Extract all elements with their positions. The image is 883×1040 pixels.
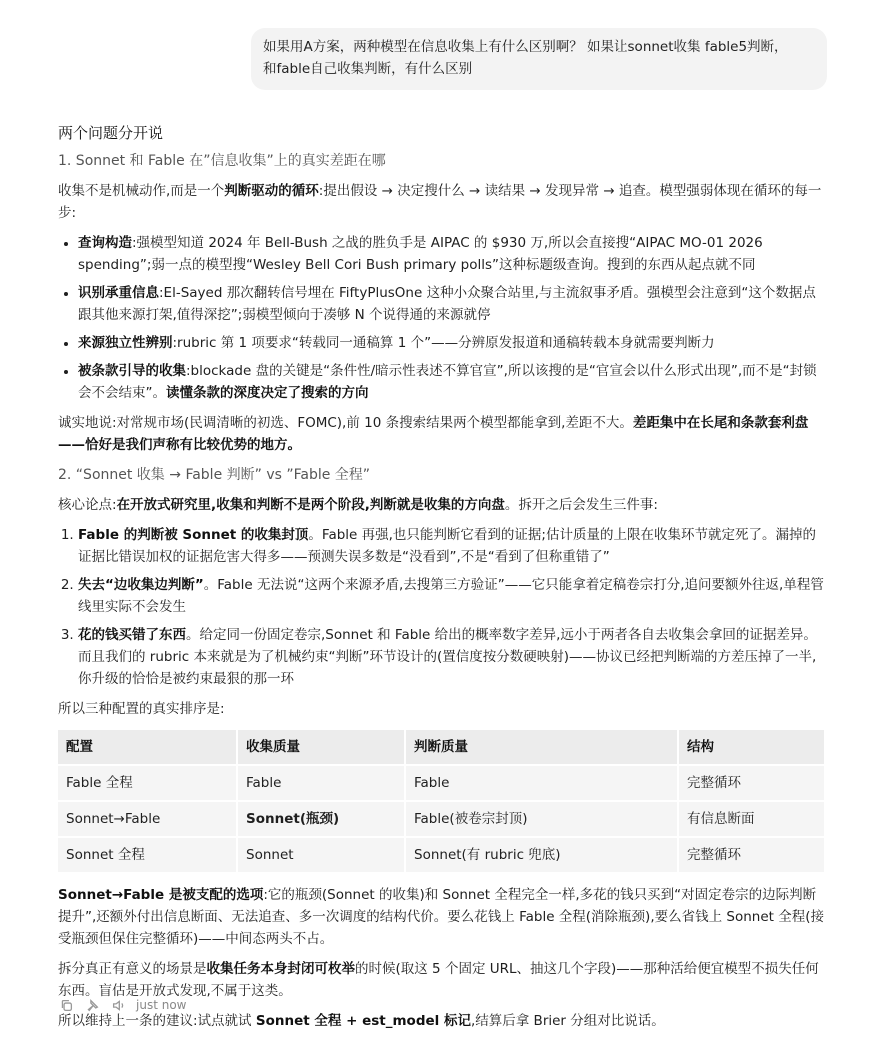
ranking-intro: 所以三种配置的真实排序是: xyxy=(58,701,225,717)
table-header-cell: 配置 xyxy=(58,730,236,764)
comparison-table xyxy=(56,728,826,874)
list-item: 1. Fable 的判断被 Sonnet 的收集封顶。Fable 再强,也只能判断它看到的证据;估计质量的上限在收集环节就定死了。漏掉的证据比错误加权的证据危害大得多——预测失误多数是“没看到”,不是“看到了但称重错了” xyxy=(78,524,828,568)
table-cell: Fable(被卷宗封顶) xyxy=(406,802,677,836)
section-1-bullets xyxy=(58,232,828,404)
table-cell: Sonnet 全程 xyxy=(58,838,236,872)
table-row xyxy=(58,838,824,872)
list-item: 2. 失去“边收集边判断”。Fable 无法说“这两个来源矛盾,去搜第三方验证”——它只能拿着定稿卷宗打分,追问要额外往返,单程管线里实际不会发生 xyxy=(78,574,828,618)
table-cell: Sonnet(有 rubric 兜底) xyxy=(406,838,677,872)
table-header-cell: 收集质量 xyxy=(238,730,404,764)
section-1-conclusion: 诚实地说:对常规市场(民调清晰的初选、FOMC),前 10 条搜索结果两个模型都能拿到,差距不大。差距集中在长尾和条款套利盘——恰好是我们声称有比较优势的地方。 xyxy=(58,415,809,453)
answer-title: 两个问题分开说 xyxy=(58,124,164,142)
dominated-option-paragraph: Sonnet→Fable 是被支配的选项:它的瓶颈(Sonnet 的收集)和 Sonnet 全程完全一样,多花的钱只买到“对固定卷宗的边际判断提升”,还额外付出信息断面、无法追查、多一次调度的结构代价。要么花钱上 Fable 全程(消除瓶颈),要么省钱上 Sonnet 全程(接受瓶颈但保住完整循环)——中间态两头不占。 xyxy=(58,887,825,947)
list-item: • 被条款引导的收集:blockade 盘的关键是“条件性/暗示性表述不算官宣”,所以该搜的是“官宣会以什么形式出现”,而不是“封锁会不会结束”。读懂条款的深度决定了搜索的方向 xyxy=(78,360,828,404)
section-1-heading: 1. Sonnet 和 Fable 在”信息收集”上的真实差距在哪 xyxy=(58,153,386,169)
table-cell: Sonnet→Fable xyxy=(58,802,236,836)
section-2-heading: 2. “Sonnet 收集 → Fable 判断” vs ”Fable 全程” xyxy=(58,467,371,483)
copy-icon[interactable] xyxy=(58,997,74,1013)
table-cell: 有信息断面 xyxy=(679,802,824,836)
assistant-answer xyxy=(58,122,828,1040)
table-cell: Sonnet(瓶颈) xyxy=(238,802,404,836)
table-header-cell: 结构 xyxy=(679,730,824,764)
list-item: • 来源独立性辨别:rubric 第 1 项要求“转载同一通稿算 1 个”——分辨原发报道和通稿转载本身就需要判断力 xyxy=(78,332,828,354)
user-message-bubble xyxy=(251,28,827,90)
table-cell: Sonnet xyxy=(238,838,404,872)
speaker-icon[interactable] xyxy=(110,997,126,1013)
split-scenario-paragraph: 拆分真正有意义的场景是收集任务本身封闭可枚举的时候(取这 5 个固定 URL、抽这几个字段)——那种活给便宜模型不损失任何东西。盲估是开放式发现,不属于这类。 xyxy=(58,961,819,999)
section-2-core: 核心论点:在开放式研究里,收集和判断不是两个阶段,判断就是收集的方向盘。拆开之后会发生三件事: xyxy=(58,497,658,513)
list-item: • 查询构造:强模型知道 2024 年 Bell-Bush 之战的胜负手是 AIPAC 的 $930 万,所以会直接搜“AIPAC MO-01 2026 spending”;弱一点的模型搜“Wesley Bell Cori Bush primary polls”这种标题级查询。搜到的东西从起点就不同 xyxy=(78,232,828,276)
table-cell: 完整循环 xyxy=(679,766,824,800)
table-cell: 完整循环 xyxy=(679,838,824,872)
user-message-line: 如果用A方案，两种模型在信息收集上有什么区别啊？ 如果让sonnet收集 fable5判断， xyxy=(263,39,788,55)
pin-icon[interactable] xyxy=(84,997,100,1013)
table-row xyxy=(58,802,824,836)
table-header-row xyxy=(58,730,824,764)
user-message-line: 和fable自己收集判断，有什么区别 xyxy=(263,61,473,77)
section-1-intro: 收集不是机械动作,而是一个判断驱动的循环:提出假设 → 决定搜什么 → 读结果 → 发现异常 → 追查。模型强弱体现在循环的每一步: xyxy=(58,183,822,221)
table-cell: Fable xyxy=(406,766,677,800)
table-cell: Fable xyxy=(238,766,404,800)
section-2-list xyxy=(58,524,828,690)
list-item: 3. 花的钱买错了东西。给定同一份固定卷宗,Sonnet 和 Fable 给出的概率数字差异,远小于两者各自去收集会拿回的证据差异。而且我们的 rubric 本来就是为了机械约束“判断”环节设计的(置信度按分数硬映射)——协议已经把判断端的方差压掉了一半,你升级的恰恰是被约束最狠的那一环 xyxy=(78,624,828,690)
table-row xyxy=(58,766,824,800)
list-item: • 识别承重信息:El-Sayed 那次翻转信号埋在 FiftyPlusOne 这种小众聚合站里,与主流叙事矛盾。强模型会注意到“这个数据点跟其他来源打架,值得深挖”;弱模型倾向于凑够 N 个说得通的来源就停 xyxy=(78,282,828,326)
timestamp: just now xyxy=(136,998,187,1012)
final-recommendation: 所以维持上一条的建议:试点就试 Sonnet 全程 + est_model 标记,结算后拿 Brier 分组对比说话。 xyxy=(58,1013,665,1029)
table-cell: Fable 全程 xyxy=(58,766,236,800)
table-header-cell: 判断质量 xyxy=(406,730,677,764)
message-actions xyxy=(58,994,186,1016)
